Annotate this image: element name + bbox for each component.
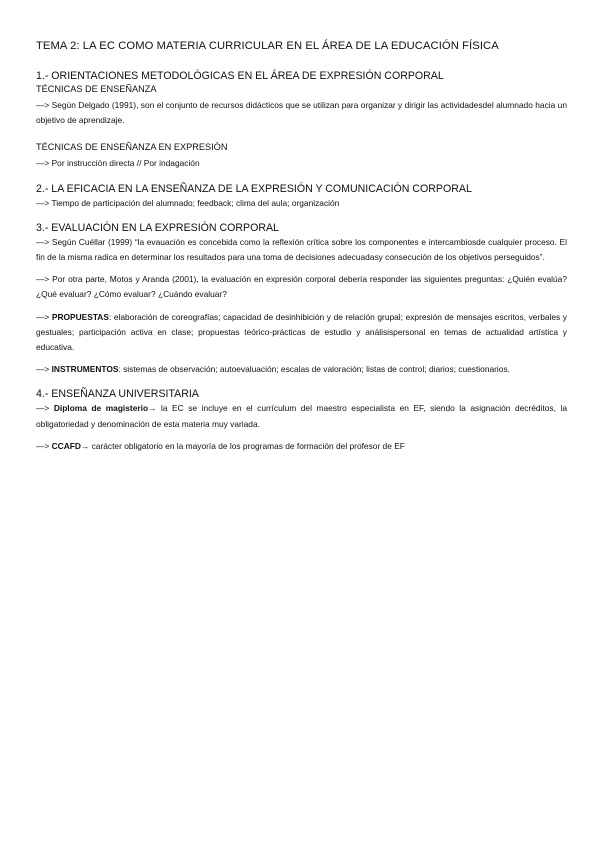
ccafd-text: → carácter obligatorio en la mayoría de los programas de formación del profesor de EF [80, 440, 405, 451]
section-1-subheading-expression: TÉCNICAS DE ENSEÑANZA EN EXPRESIÓN [36, 142, 228, 153]
section-3 [36, 222, 567, 378]
ccafd-label: CCAFD [51, 440, 81, 451]
section-3-heading: 3.- EVALUACIÓN EN LA EXPRESIÓN CORPORAL [36, 221, 279, 234]
arrow-prefix: —> [36, 364, 52, 375]
propuestas-label: PROPUESTAS [51, 311, 109, 322]
section-1-subheading-techniques: TÉCNICAS DE ENSEÑANZA [36, 84, 157, 94]
section-4-paragraph-magisterio [36, 401, 567, 431]
section-3-paragraph-instrumentos [36, 362, 567, 377]
section-1-paragraph-methods: —> Por instrucción directa // Por indagación [36, 158, 200, 169]
document-page [36, 39, 567, 465]
section-4 [36, 388, 567, 454]
section-3-paragraph-propuestas [36, 310, 567, 356]
magisterio-text: → la EC se incluye en el currículum del maestro especialista en EF, siendo la asignación decréditos, la obligatoriedad y denominación de esta materia muy variada. [36, 403, 567, 429]
section-2 [36, 183, 567, 211]
instrumentos-label: INSTRUMENTOS [51, 364, 119, 375]
section-1-heading: 1.- ORIENTACIONES METODOLÓGICAS EN EL ÁREA DE EXPRESIÓN CORPORAL [36, 70, 444, 82]
section-1-paragraph-definition: —> Según Delgado (1991), son el conjunto de recursos didácticos que se utilizan para organizar y dirigir las actividadesdel alumnado hacia un objetivo de aprendizaje. [36, 100, 567, 126]
arrow-prefix: —> [36, 440, 52, 451]
document-title: TEMA 2: LA EC COMO MATERIA CURRICULAR EN EL ÁREA DE LA EDUCACIÓN FÍSICA [36, 40, 499, 52]
section-4-paragraph-ccafd [36, 439, 567, 454]
section-1 [36, 70, 567, 172]
arrow-prefix: —> [36, 403, 54, 414]
section-3-paragraph-cuellar: —> Según Cuéllar (1999) “la evauación es concebida como la reflexión crítica sobre los componentes e intercambiosde cualquier proceso. El fin de la misma radica en determinar los resultados para una toma de decisiones adecuadasy consecución de los objetivos perseguidos”. [36, 236, 567, 263]
arrow-prefix: —> [36, 311, 52, 322]
section-2-heading: 2.- LA EFICACIA EN LA ENSEÑANZA DE LA EXPRESIÓN Y COMUNICACIÓN CORPORAL [36, 182, 472, 195]
section-2-paragraph: —> Tiempo de participación del alumnado; feedback; clima del aula; organización [36, 197, 340, 208]
section-4-heading: 4.- ENSEÑANZA UNIVERSITARIA [36, 388, 199, 401]
instrumentos-text: : sistemas de observación; autoevaluación; escalas de valoración; listas de control; diarios; cuestionarios. [118, 364, 510, 375]
propuestas-text: : elaboración de coreografías; capacidad de desinhibición y de relación grupal; expresión de mensajes escritos, verbales y gestuales; participación activa en clase; propuestas teórico-prácticas de estudio y análisispersonal en temas de actualidad artística y educativa. [36, 311, 567, 353]
magisterio-label: Diploma de magisterio [53, 403, 149, 414]
section-3-paragraph-motos-aranda: —> Por otra parte, Motos y Aranda (2001), la evaluación en expresión corporal debería responder las siguientes preguntas: ¿Quién evalúa? ¿Qué evaluar? ¿Cómo evaluar? ¿Cuándo evaluar? [36, 274, 567, 300]
